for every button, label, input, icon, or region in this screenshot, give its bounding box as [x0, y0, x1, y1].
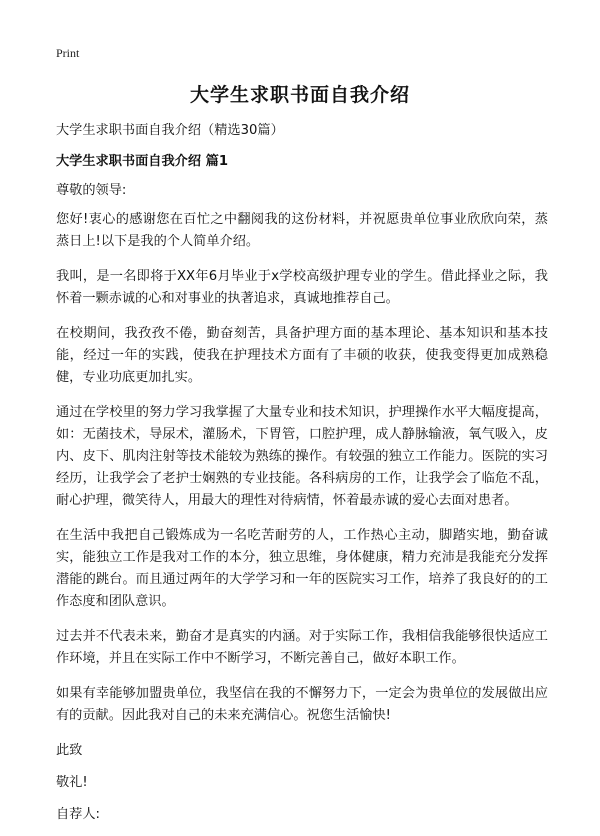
document-subtitle: 大学生求职书面自我介绍（精选30篇） [56, 123, 284, 138]
paragraph-skills: 通过在学校里的努力学习我掌握了大量专业和技术知识，护理操作水平大幅度提高，如：无菌技术，导尿术，灌肠术，下胃管，口腔护理，成人静脉输液，氧气吸入，皮内、皮下、肌肉注射等技术能较为熟练的操作。有较强的独立工作能力。医院的实习经历，让我学会了老护士娴熟的专业技能。各科病房的工作，让我学会了临危不乱，耐心护理，微笑待人，用最大的理性对待病情，怀着最赤诚的爱心去面对患者。 [56, 405, 548, 508]
document-body [56, 120, 548, 836]
signature-label: 自荐人: [56, 807, 101, 822]
paragraph-life: 在生活中我把自己锻炼成为一名吃苦耐劳的人，工作热心主动，脚踏实地，勤奋诚实，能独立工作是我对工作的本分，独立思维，身体健康，精力充沛是我能充分发挥潜能的跳台。而且通过两年的大学学习和一年的医院实习工作，培养了我良好的的工作态度和团队意识。 [56, 528, 548, 609]
paragraph-school-period: 在校期间，我孜孜不倦，勤奋刻苦，具备护理方面的基本理论、基本知识和基本技能，经过一年的实践，使我在护理技术方面有了丰硕的收获，使我变得更加成熟稳健，专业功底更加扎实。 [56, 326, 548, 385]
regards: 敬礼! [56, 775, 88, 790]
paragraph-future: 过去并不代表未来，勤奋才是真实的内涵。对于实际工作，我相信我能够很快适应工作环境，并且在实际工作中不断学习，不断完善自己，做好本职工作。 [56, 629, 548, 666]
salutation: 尊敬的领导: [56, 183, 127, 198]
paragraph-introduction: 我叫，是一名即将于XX年6月毕业于x学校高级护理专业的学生。借此择业之际，我怀着一颗赤诚的心和对事业的执著追求，真诚地推荐自己。 [56, 269, 548, 306]
paragraph-greeting: 您好!衷心的感谢您在百忙之中翻阅我的这份材料，并祝愿贵单位事业欣欣向荣，蒸蒸日上!以下是我的个人简单介绍。 [56, 212, 548, 249]
paragraph-closing-hope: 如果有幸能够加盟贵单位，我坚信在我的不懈努力下，一定会为贵单位的发展做出应有的贡献。因此我对自己的未来充满信心。祝您生活愉快! [56, 686, 548, 723]
page-title: 大学生求职书面自我介绍 [189, 84, 410, 106]
closing-phrase: 此致 [56, 743, 83, 758]
article-heading: 大学生求职书面自我介绍 篇1 [56, 154, 229, 169]
print-label: Print [56, 46, 80, 60]
